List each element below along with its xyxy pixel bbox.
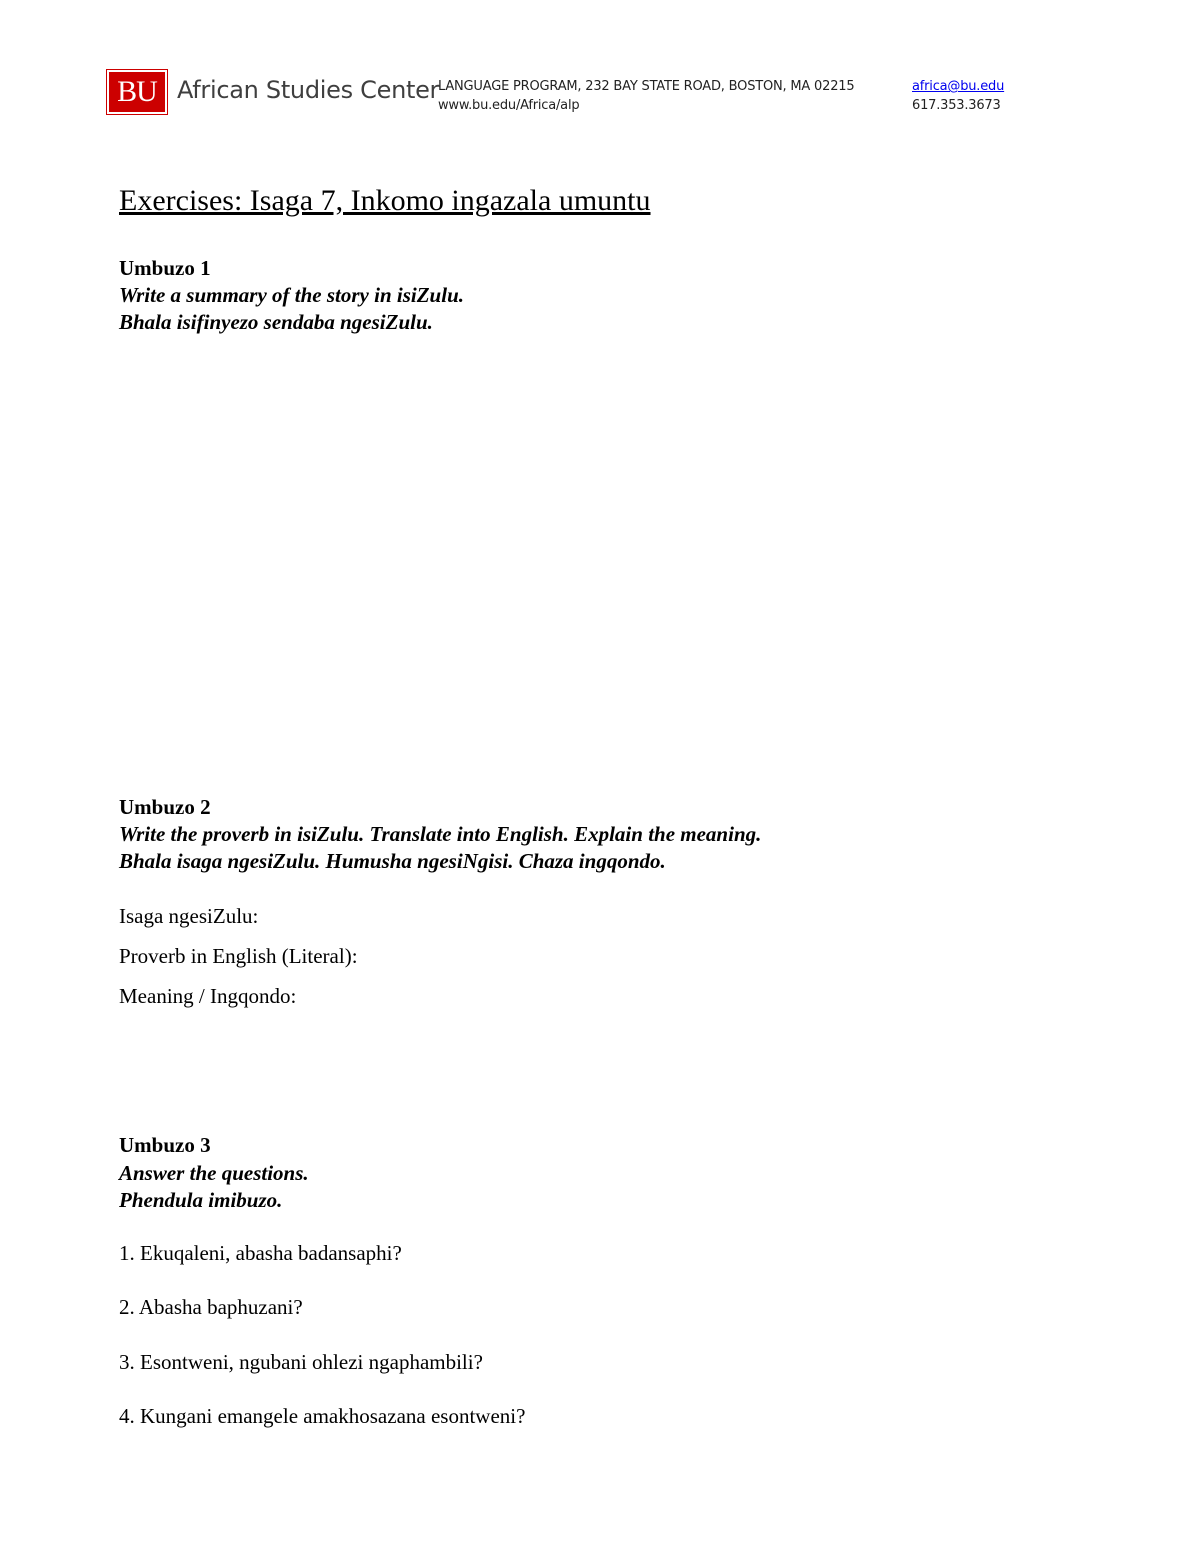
question-3-item-4: 4. Kungani emangele amakhosazana esontweni? — [119, 1404, 526, 1428]
proverb-isizulu-label: Isaga ngesiZulu: — [119, 904, 259, 928]
question-3-heading: Umbuzo 3 — [119, 1133, 211, 1157]
meaning-label: Meaning / Ingqondo: — [119, 984, 297, 1008]
header-website: www.bu.edu/Africa/alp — [438, 98, 580, 113]
bu-logo-text: BU — [117, 75, 157, 108]
proverb-english-label: Proverb in English (Literal): — [119, 944, 358, 968]
center-name: African Studies Center — [177, 76, 440, 104]
header-phone: 617.353.3673 — [912, 98, 1001, 113]
question-2-instruction-en: Write the proverb in isiZulu. Translate into English. Explain the meaning. — [119, 822, 762, 846]
question-3-instruction-zu: Phendula imibuzo. — [119, 1188, 283, 1212]
question-2-instruction-zu: Bhala isaga ngesiZulu. Humusha ngesiNgisi. Chaza ingqondo. — [119, 849, 666, 873]
page-title: Exercises: Isaga 7, Inkomo ingazala umuntu — [119, 184, 651, 217]
question-3-item-3: 3. Esontweni, ngubani ohlezi ngaphambili? — [119, 1350, 483, 1374]
question-1-instruction-zu: Bhala isifinyezo sendaba ngesiZulu. — [119, 310, 433, 334]
header-address: LANGUAGE PROGRAM, 232 BAY STATE ROAD, BOSTON, MA 02215 — [438, 79, 855, 94]
question-3-item-1: 1. Ekuqaleni, abasha badansaphi? — [119, 1241, 402, 1265]
bu-logo — [107, 70, 167, 114]
question-2-heading: Umbuzo 2 — [119, 795, 211, 819]
question-1-instruction-en: Write a summary of the story in isiZulu. — [119, 283, 464, 307]
question-3-item-2: 2. Abasha baphuzani? — [119, 1295, 303, 1319]
question-1-heading: Umbuzo 1 — [119, 256, 211, 280]
question-3-instruction-en: Answer the questions. — [119, 1161, 309, 1185]
header-email-link[interactable]: africa@bu.edu — [912, 79, 1005, 94]
